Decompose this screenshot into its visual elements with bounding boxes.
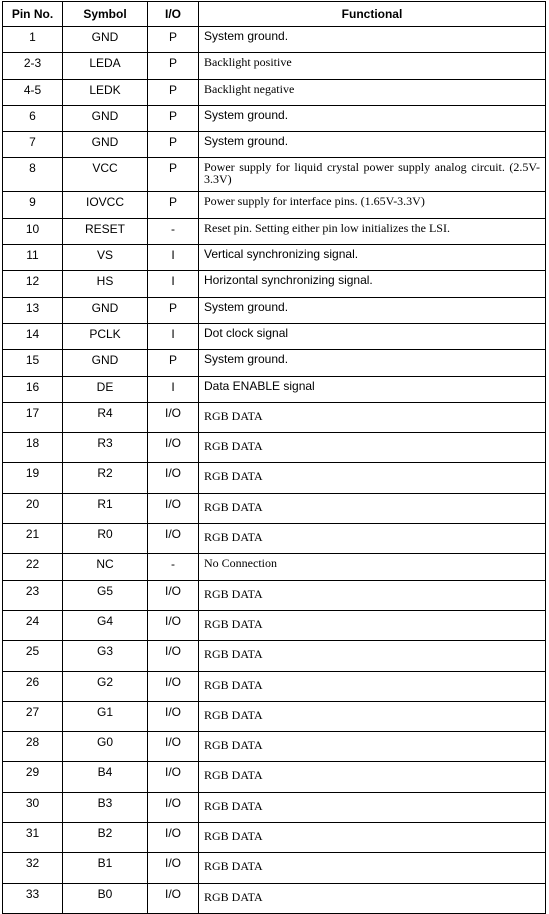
header-io: I/O xyxy=(148,2,199,27)
io-cell: I/O xyxy=(148,792,199,822)
table-row xyxy=(3,297,546,323)
table-row xyxy=(3,158,546,192)
pin-number-cell: 33 xyxy=(3,883,63,913)
table-row xyxy=(3,271,546,297)
table-row xyxy=(3,883,546,913)
symbol-cell: GND xyxy=(63,105,148,131)
functional-cell: System ground. xyxy=(199,27,546,53)
pin-number-cell: 22 xyxy=(3,554,63,580)
symbol-cell: RESET xyxy=(63,218,148,244)
io-cell: I/O xyxy=(148,433,199,463)
functional-cell: Backlight positive xyxy=(199,53,546,79)
io-cell: P xyxy=(148,192,199,218)
symbol-cell: G2 xyxy=(63,671,148,701)
symbol-cell: R2 xyxy=(63,463,148,493)
functional-cell: RGB DATA xyxy=(199,883,546,913)
header-pin-no: Pin No. xyxy=(3,2,63,27)
io-cell: P xyxy=(148,132,199,158)
io-cell: P xyxy=(148,27,199,53)
table-row xyxy=(3,105,546,131)
pin-number-cell: 13 xyxy=(3,297,63,323)
pin-number-cell: 18 xyxy=(3,433,63,463)
io-cell: P xyxy=(148,350,199,376)
pin-number-cell: 10 xyxy=(3,218,63,244)
symbol-cell: R3 xyxy=(63,433,148,463)
symbol-cell: G1 xyxy=(63,701,148,731)
functional-cell: RGB DATA xyxy=(199,493,546,523)
functional-cell: RGB DATA xyxy=(199,580,546,610)
functional-cell: Vertical synchronizing signal. xyxy=(199,245,546,271)
io-cell: I/O xyxy=(148,762,199,792)
pin-number-cell: 1 xyxy=(3,27,63,53)
pin-number-cell: 28 xyxy=(3,732,63,762)
table-row xyxy=(3,701,546,731)
functional-cell: Reset pin. Setting either pin low initializes the LSI. xyxy=(199,218,546,244)
table-row xyxy=(3,53,546,79)
pin-number-cell: 32 xyxy=(3,853,63,883)
table-row xyxy=(3,853,546,883)
functional-cell: RGB DATA xyxy=(199,823,546,853)
io-cell: I/O xyxy=(148,732,199,762)
functional-cell: RGB DATA xyxy=(199,463,546,493)
symbol-cell: G4 xyxy=(63,610,148,640)
table-row xyxy=(3,350,546,376)
table-row xyxy=(3,433,546,463)
pin-number-cell: 19 xyxy=(3,463,63,493)
symbol-cell: B2 xyxy=(63,823,148,853)
symbol-cell: R1 xyxy=(63,493,148,523)
pin-number-cell: 12 xyxy=(3,271,63,297)
pin-number-cell: 31 xyxy=(3,823,63,853)
io-cell: I/O xyxy=(148,853,199,883)
functional-cell: Dot clock signal xyxy=(199,323,546,349)
io-cell: I/O xyxy=(148,671,199,701)
table-row xyxy=(3,493,546,523)
table-header-row xyxy=(3,2,546,27)
io-cell: - xyxy=(148,218,199,244)
functional-cell: RGB DATA xyxy=(199,762,546,792)
symbol-cell: VCC xyxy=(63,158,148,192)
pin-number-cell: 4-5 xyxy=(3,79,63,105)
symbol-cell: G0 xyxy=(63,732,148,762)
symbol-cell: R4 xyxy=(63,402,148,432)
symbol-cell: G5 xyxy=(63,580,148,610)
table-row xyxy=(3,792,546,822)
io-cell: P xyxy=(148,105,199,131)
functional-cell: RGB DATA xyxy=(199,433,546,463)
header-functional: Functional xyxy=(199,2,546,27)
io-cell: I/O xyxy=(148,524,199,554)
functional-cell: RGB DATA xyxy=(199,402,546,432)
table-row xyxy=(3,245,546,271)
table-row xyxy=(3,376,546,402)
pin-number-cell: 25 xyxy=(3,641,63,671)
io-cell: I xyxy=(148,323,199,349)
table-row xyxy=(3,732,546,762)
functional-cell: No Connection xyxy=(199,554,546,580)
table-body xyxy=(3,27,546,914)
io-cell: I/O xyxy=(148,823,199,853)
functional-cell: RGB DATA xyxy=(199,853,546,883)
functional-cell: RGB DATA xyxy=(199,610,546,640)
pin-number-cell: 2-3 xyxy=(3,53,63,79)
pin-number-cell: 20 xyxy=(3,493,63,523)
functional-cell: Power supply for interface pins. (1.65V-3.3V) xyxy=(199,192,546,218)
table-row xyxy=(3,323,546,349)
pin-number-cell: 17 xyxy=(3,402,63,432)
functional-cell: Horizontal synchronizing signal. xyxy=(199,271,546,297)
io-cell: I/O xyxy=(148,610,199,640)
functional-cell: RGB DATA xyxy=(199,701,546,731)
functional-cell: RGB DATA xyxy=(199,792,546,822)
symbol-cell: B3 xyxy=(63,792,148,822)
symbol-cell: NC xyxy=(63,554,148,580)
io-cell: P xyxy=(148,79,199,105)
symbol-cell: LEDA xyxy=(63,53,148,79)
table-row xyxy=(3,132,546,158)
pin-number-cell: 27 xyxy=(3,701,63,731)
pin-number-cell: 7 xyxy=(3,132,63,158)
io-cell: I/O xyxy=(148,701,199,731)
pin-number-cell: 11 xyxy=(3,245,63,271)
table-row xyxy=(3,671,546,701)
io-cell: I/O xyxy=(148,493,199,523)
io-cell: I xyxy=(148,245,199,271)
symbol-cell: GND xyxy=(63,27,148,53)
pin-number-cell: 15 xyxy=(3,350,63,376)
functional-cell: System ground. xyxy=(199,105,546,131)
io-cell: - xyxy=(148,554,199,580)
symbol-cell: DE xyxy=(63,376,148,402)
pin-number-cell: 8 xyxy=(3,158,63,192)
functional-cell: RGB DATA xyxy=(199,524,546,554)
functional-cell: Data ENABLE signal xyxy=(199,376,546,402)
functional-cell: RGB DATA xyxy=(199,732,546,762)
pin-number-cell: 21 xyxy=(3,524,63,554)
functional-cell: System ground. xyxy=(199,350,546,376)
table-row xyxy=(3,463,546,493)
symbol-cell: GND xyxy=(63,350,148,376)
symbol-cell: GND xyxy=(63,297,148,323)
io-cell: I/O xyxy=(148,463,199,493)
io-cell: I/O xyxy=(148,580,199,610)
pin-number-cell: 30 xyxy=(3,792,63,822)
pin-number-cell: 29 xyxy=(3,762,63,792)
functional-cell: Backlight negative xyxy=(199,79,546,105)
io-cell: I/O xyxy=(148,883,199,913)
symbol-cell: PCLK xyxy=(63,323,148,349)
io-cell: P xyxy=(148,53,199,79)
functional-cell: System ground. xyxy=(199,297,546,323)
table-row xyxy=(3,402,546,432)
pin-number-cell: 6 xyxy=(3,105,63,131)
pin-number-cell: 9 xyxy=(3,192,63,218)
table-row xyxy=(3,554,546,580)
io-cell: P xyxy=(148,297,199,323)
table-row xyxy=(3,823,546,853)
symbol-cell: R0 xyxy=(63,524,148,554)
symbol-cell: VS xyxy=(63,245,148,271)
io-cell: I xyxy=(148,271,199,297)
symbol-cell: GND xyxy=(63,132,148,158)
pin-number-cell: 24 xyxy=(3,610,63,640)
functional-cell: RGB DATA xyxy=(199,641,546,671)
symbol-cell: B0 xyxy=(63,883,148,913)
functional-cell: Power supply for liquid crystal power supply analog circuit. (2.5V-3.3V) xyxy=(199,158,546,192)
pin-number-cell: 23 xyxy=(3,580,63,610)
table-row xyxy=(3,580,546,610)
functional-cell: System ground. xyxy=(199,132,546,158)
symbol-cell: B4 xyxy=(63,762,148,792)
table-row xyxy=(3,762,546,792)
pin-number-cell: 14 xyxy=(3,323,63,349)
pin-definition-table xyxy=(2,1,546,914)
io-cell: I/O xyxy=(148,641,199,671)
io-cell: I xyxy=(148,376,199,402)
symbol-cell: G3 xyxy=(63,641,148,671)
pin-number-cell: 26 xyxy=(3,671,63,701)
table-row xyxy=(3,524,546,554)
io-cell: P xyxy=(148,158,199,192)
table-row xyxy=(3,192,546,218)
table-row xyxy=(3,79,546,105)
table-row xyxy=(3,218,546,244)
symbol-cell: HS xyxy=(63,271,148,297)
table-row xyxy=(3,641,546,671)
symbol-cell: LEDK xyxy=(63,79,148,105)
pin-number-cell: 16 xyxy=(3,376,63,402)
symbol-cell: IOVCC xyxy=(63,192,148,218)
io-cell: I/O xyxy=(148,402,199,432)
symbol-cell: B1 xyxy=(63,853,148,883)
table-row xyxy=(3,610,546,640)
functional-cell: RGB DATA xyxy=(199,671,546,701)
table-row xyxy=(3,27,546,53)
header-symbol: Symbol xyxy=(63,2,148,27)
